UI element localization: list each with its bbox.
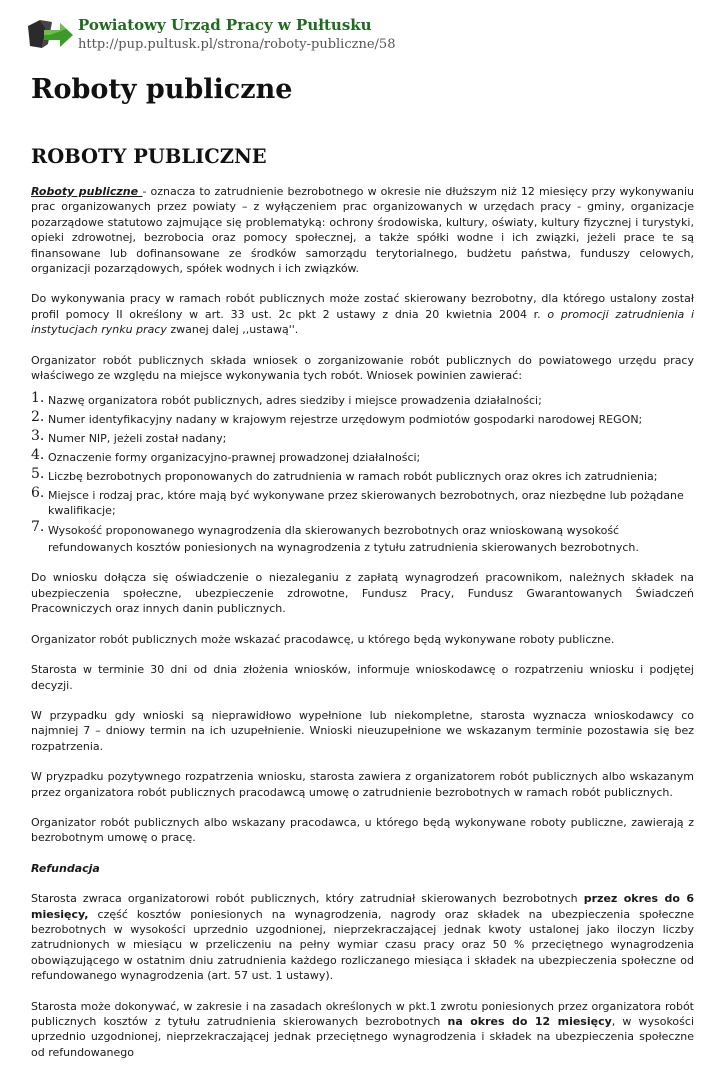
agreement-paragraph: W pryzpadku pozytywnego rozpatrzenia wniosku, starosta zawiera z organizatorem robót publicznych albo wskazanym przez organizatora robót publicznych pracodawcą umowę o zatrudnienie bezrobotnych w ramach robót publicznych. xyxy=(31,770,694,799)
intro-term: Roboty publiczne xyxy=(31,185,143,198)
intro-text: - oznacza to zatrudnienie bezrobotnego w okresie nie dłuższym niż 12 miesięcy przy wykonywaniu prac organizowanych przez powiaty – z wyłączeniem prac organizowanych w urzędach pracy - gminy, organizacje pozarządowe statutowo zajmujące się problematyką: ochrony środowiska, kultury, oświaty, kultury fizycznej i turystyki, opieki zdrowotnej, bezrobocia oraz pomocy społecznej, a także spółki wodne i ich związki, jeżeli prace te są finansowane lub dofinansowane ze środków samorządu terytorialnego, budżetu państwa, funduszy celowych, organizacji pozarządowych, spółek wodnych i ich związków. xyxy=(31,185,694,276)
site-name[interactable]: Powiatowy Urząd Pracy w Pułtusku xyxy=(78,16,372,34)
eligibility-text: Do wykonywania pracy w ramach robót publicznych może zostać skierowany bezrobotny, dla którego ustalony został profil pomocy II określony w art. 33 ust. 2c pkt 2 ustawy z dnia 20 kwietnia 2004 r. xyxy=(31,292,694,321)
act-title: o promocji zatrudnienia i instytucjach rynku pracy xyxy=(31,307,695,337)
list-item: 1. Nazwę organizatora robót publicznych, adres siedziby i miejsce prowadzenia działalności; xyxy=(31,390,542,408)
employer-paragraph: Organizator robót publicznych może wskazać pracodawcę, u którego będą wykonywane roboty publiczne. xyxy=(31,632,615,646)
declaration-paragraph: Do wniosku dołącza się oświadczenie o niezaleganiu z zapłatą wynagrodzeń pracownikom, należnych składek na ubezpieczenia społeczne, ubezpieczenie zdrowotne, Fundusz Pracy, Fundusz Gwarantowanych Świadczeń Pracowniczych oraz innych danin publicznych. xyxy=(31,571,694,616)
list-item: 3. Numer NIP, jeżeli został nadany; xyxy=(31,428,227,446)
eligibility-end: zwanej dalej ,,ustawą''. xyxy=(166,323,299,337)
refund-period: przez okres do 6 miesięcy, xyxy=(31,892,694,921)
eligibility-paragraph xyxy=(31,291,694,337)
section-title: ROBOTY PUBLICZNE xyxy=(31,145,267,168)
list-item: 7. Wysokość proponowanego wynagrodzenia dla skierowanych bezrobotnych oraz wnioskowaną wysokość refundowanych kosztów poniesionych na wynagrodzenia z tytułu zatrudnienia skierowanych bezrobotnych. xyxy=(31,519,639,555)
page-title: Roboty publiczne xyxy=(31,74,293,105)
incomplete-paragraph: W przypadku gdy wnioski są nieprawidłowo wypełnione lub niekompletne, starosta wyznacza wnioskodawcy co najmniej 7 – dniowy termin na ich uzupełnienie. Wnioski nieuzupełnione we wskazanym terminie pozostawia się bez rozpatrzenia. xyxy=(31,708,694,753)
refund-extension-period: na okres do 12 miesięcy xyxy=(447,1015,612,1028)
site-header xyxy=(26,14,706,58)
refund-paragraph: Starosta zwraca organizatorowi robót publicznych, który zatrudniał skierowanych bezrobotnych przez okres do 6 miesięcy, część kosztów poniesionych na wynagrodzenia, nagrody oraz składek na ubezpieczenia społeczne bezrobotnych w wysokości uprzednio uzgodnionej, nieprzekraczającej jednak kwoty ustalonej jako iloczyn liczby zatrudnionych w miesiącu w przeliczeniu na pełny wymiar czasu pracy oraz 50 % przeciętnego wynagrodzenia obowiązującego w ostatnim dniu zatrudnienia każdego rozliczanego miesiąca i składek na ubezpieczenia społeczne od refundowanego wynagrodzenia (art. 57 ust. 1 ustawy). xyxy=(31,892,694,983)
list-item: 6. Miejsce i rodzaj prac, które mają być wykonywane przez skierowanych bezrobotnych, oraz niezbędne lub pożądane kwalifikacje; xyxy=(31,485,684,518)
requirements-list xyxy=(31,390,694,556)
decision-paragraph: Starosta w terminie 30 dni od dnia złożenia wniosków, informuje wnioskodawcę o rozpatrzeniu wniosku i podjętej decyzji. xyxy=(31,663,694,692)
arrow-logo-icon xyxy=(26,18,74,50)
application-paragraph: Organizator robót publicznych składa wniosek o zorganizowanie robót publicznych do powiatowego urzędu pracy właściwego ze względu na miejsce wykonywania tych robót. Wniosek powinien zawierać: xyxy=(31,353,694,383)
list-item: 5. Liczbę bezrobotnych proponowanych do zatrudnienia w ramach robót publicznych oraz okres ich zatrudnienia; xyxy=(31,466,658,484)
list-item: 2. Numer identyfikacyjny nadany w krajowym rejestrze urzędowym podmiotów gospodarki narodowej REGON; xyxy=(31,409,643,427)
intro-paragraph xyxy=(31,184,694,276)
refund-heading: Refundacja xyxy=(31,861,100,875)
site-url[interactable]: http://pup.pultusk.pl/strona/roboty-publiczne/58 xyxy=(78,37,396,52)
list-item: 4. Oznaczenie formy organizacyjno-prawnej prowadzonej działalności; xyxy=(31,447,421,465)
article-content xyxy=(31,145,694,1075)
contract-paragraph: Organizator robót publicznych albo wskazany pracodawca, u którego będą wykonywane roboty publiczne, zawierają z bezrobotnym umowę o pracę. xyxy=(31,815,694,845)
refund-extension-paragraph: Starosta może dokonywać, w zakresie i na zasadach określonych w pkt.1 zwrotu poniesionych przez organizatora robót publicznych kosztów z tytułu zatrudnienia skierowanych bezrobotnych na okres do 12 miesięcy, w wysokości uprzednio uzgodnionej, nieprzekraczającej jednak przeciętnego wynagrodzenia i składek na ubezpieczenia społeczne od refundowanego xyxy=(31,999,694,1059)
